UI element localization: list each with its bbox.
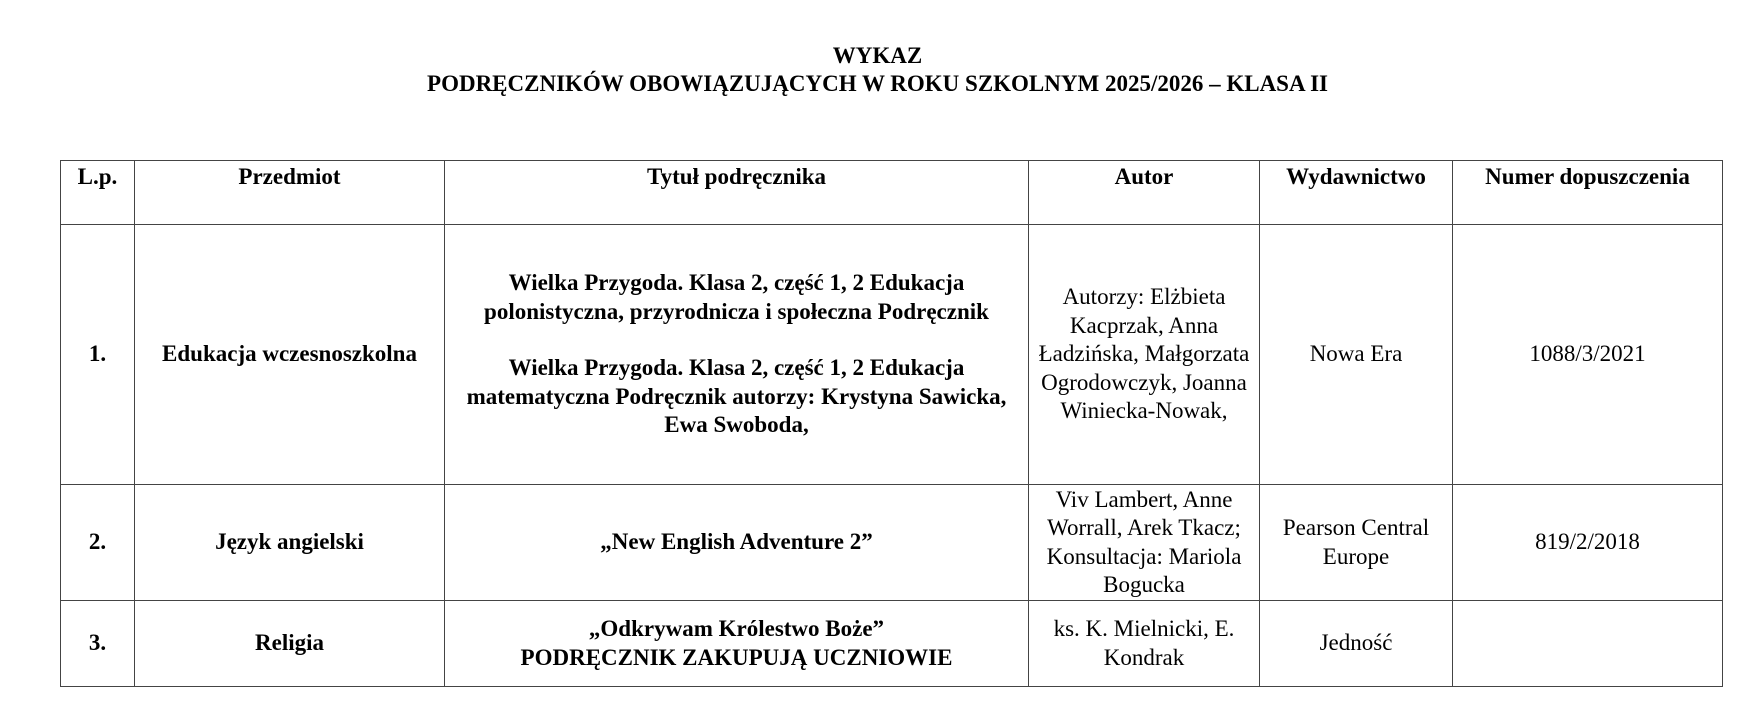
column-header-author: Autor [1029,161,1260,225]
column-header-lp: L.p. [61,161,135,225]
cell-author: Autorzy: Elżbieta Kacprzak, Anna Ładzińska, Małgorzata Ogrodowczyk, Joanna Winiecka-Nowak, [1029,225,1260,485]
table-row [61,485,1723,601]
cell-approval [1453,601,1723,687]
table-header-row [61,161,1723,225]
cell-title-part-1: Wielka Przygoda. Klasa 2, część 1, 2 Edukacja polonistyczna, przyrodnicza i społeczna Podręcznik [484,270,989,324]
table-row [61,225,1723,485]
column-header-publisher: Wydawnictwo [1260,161,1453,225]
cell-title: „New English Adventure 2” [445,485,1029,601]
cell-approval: 819/2/2018 [1453,485,1723,601]
column-header-approval: Numer dopuszczenia [1453,161,1723,225]
table-row [61,601,1723,687]
cell-subject: Edukacja wczesnoszkolna [135,225,445,485]
column-header-subject: Przedmiot [135,161,445,225]
cell-author: Viv Lambert, Anne Worrall, Arek Tkacz; Konsultacja: Mariola Bogucka [1029,485,1260,601]
document-heading [0,42,1755,98]
cell-publisher: Nowa Era [1260,225,1453,485]
title-spacer [451,326,1022,354]
cell-lp: 3. [61,601,135,687]
cell-publisher: Pearson Central Europe [1260,485,1453,601]
heading-line-2: PODRĘCZNIKÓW OBOWIĄZUJĄCYCH W ROKU SZKOLNYM 2025/2026 – KLASA II [427,71,1328,96]
cell-title-part-2: Wielka Przygoda. Klasa 2, część 1, 2 Edukacja matematyczna Podręcznik autorzy: Krystyna Sawicka, Ewa Swoboda, [466,355,1007,438]
column-header-title: Tytuł podręcznika [445,161,1029,225]
textbook-table [60,160,1723,687]
cell-publisher: Jedność [1260,601,1453,687]
cell-title-part-1: „Odkrywam Królestwo Boże” [588,616,885,641]
heading-line-1: WYKAZ [832,43,923,68]
cell-lp: 1. [61,225,135,485]
cell-title [445,601,1029,687]
cell-approval: 1088/3/2021 [1453,225,1723,485]
cell-author: ks. K. Mielnicki, E. Kondrak [1029,601,1260,687]
cell-title [445,225,1029,485]
cell-title-part-2: PODRĘCZNIK ZAKUPUJĄ UCZNIOWIE [520,644,953,670]
cell-subject: Język angielski [135,485,445,601]
cell-subject: Religia [135,601,445,687]
cell-lp: 2. [61,485,135,601]
